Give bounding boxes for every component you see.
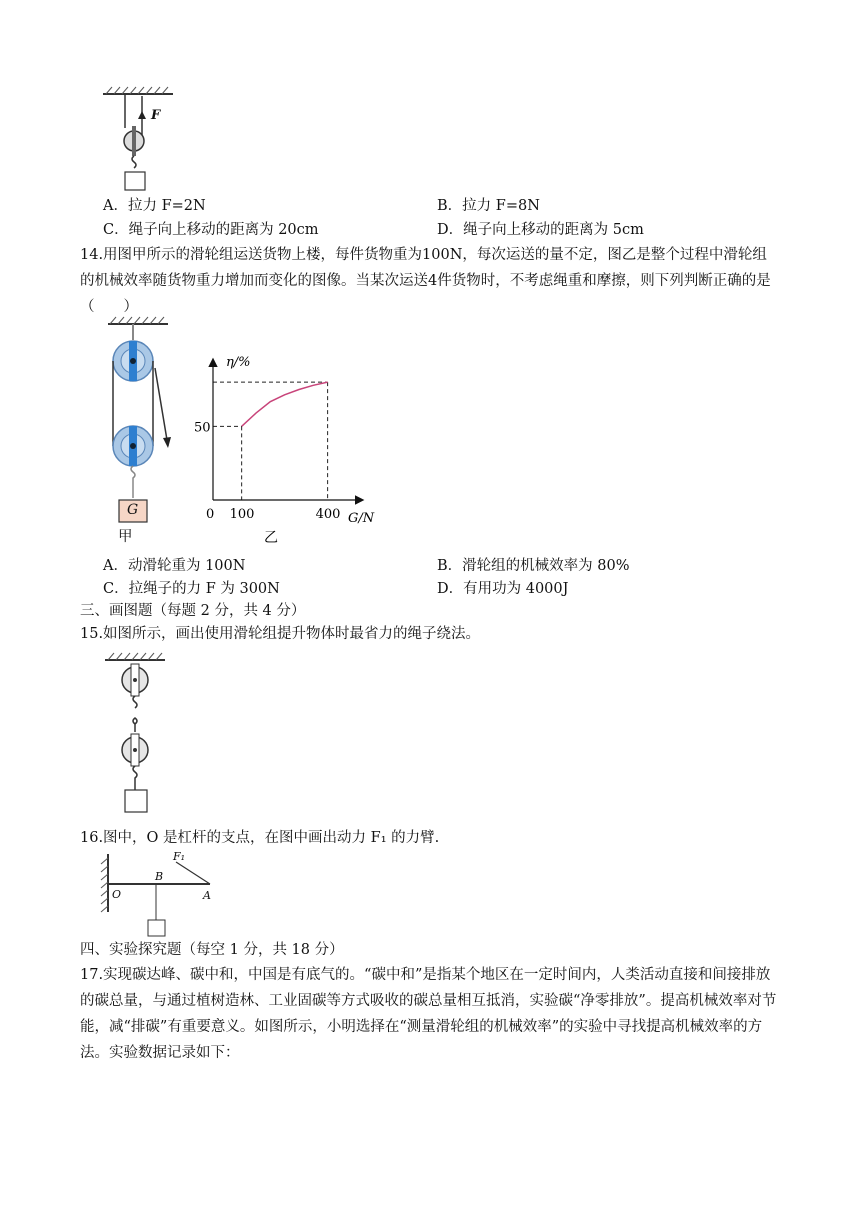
chart-caption: 乙 bbox=[264, 530, 278, 546]
x-axis-label: G/N bbox=[348, 511, 375, 526]
q16-label-b: B bbox=[155, 870, 164, 883]
q17-stem: 17.实现碳达峰、碳中和，中国是有底气的。“碳中和”是指某个地区在一定时间内，人类活动直接和间接排放的碳总量，与通过植树造林、工业固碳等方式吸收的碳总量相互抵消，实验碳“净零排放”。提高机械效率对节能，减“排碳”有重要意义。如图所示，小明选择在“测量滑轮组的机械效率”的实验中寻找提高机械效率的方法。实验数据记录如下： bbox=[80, 967, 777, 1061]
q13-pulley-figure bbox=[98, 86, 188, 196]
q14-option-a: A．动滑轮重为 100N bbox=[103, 558, 246, 574]
efficiency-curve bbox=[242, 382, 328, 426]
q16-label-o: O bbox=[112, 888, 122, 901]
q16-label-a: A bbox=[203, 889, 211, 902]
q14-caption-jia: 甲 bbox=[118, 529, 133, 545]
section3-heading: 三、画图题（每题 2 分，共 4 分） bbox=[80, 603, 306, 619]
q13-option-c: C．绳子向上移动的距离为 20cm bbox=[103, 222, 319, 238]
q16-label-f1: F₁ bbox=[173, 850, 186, 863]
q14-option-b: B．滑轮组的机械效率为 80% bbox=[437, 558, 630, 574]
x-tick-label-400: 400 bbox=[315, 507, 341, 522]
q13-option-d: D．绳子向上移动的距离为 5cm bbox=[437, 222, 644, 238]
x-tick-label-100: 100 bbox=[229, 507, 255, 522]
q13-option-b: B．拉力 F=8N bbox=[437, 198, 540, 214]
q15-pulley-figure bbox=[100, 652, 170, 822]
q14-efficiency-chart bbox=[190, 350, 390, 550]
origin-label: 0 bbox=[206, 507, 215, 522]
q14-fig-jia-pulleys bbox=[98, 316, 188, 526]
y-axis-label: η/% bbox=[226, 355, 251, 370]
q13-force-label: F bbox=[151, 108, 161, 123]
q15-stem: 15.如图所示，画出使用滑轮组提升物体时最省力的绳子绕法。 bbox=[80, 626, 481, 642]
q14-weight-label: G bbox=[127, 502, 139, 518]
q14-option-d: D．有用功为 4000J bbox=[437, 581, 569, 597]
q14-option-c: C．拉绳子的力 F 为 300N bbox=[103, 581, 280, 597]
q13-option-a: A．拉力 F=2N bbox=[103, 198, 206, 214]
q14-stem: 14.用图甲所示的滑轮组运送货物上楼，每件货物重为100N，每次运送的量不定，图乙是整个过程中滑轮组的机械效率随货物重力增加而变化的图像。当某次运送4件货物时，不考虑绳重和摩擦，则下列判断正确的是（ ） bbox=[80, 247, 771, 315]
section4-heading: 四、实验探究题（每空 1 分，共 18 分） bbox=[80, 942, 344, 958]
q16-stem: 16.图中，O 是杠杆的支点，在图中画出动力 F₁ 的力臂. bbox=[80, 830, 440, 846]
y-tick-label-50: 50 bbox=[194, 420, 211, 436]
